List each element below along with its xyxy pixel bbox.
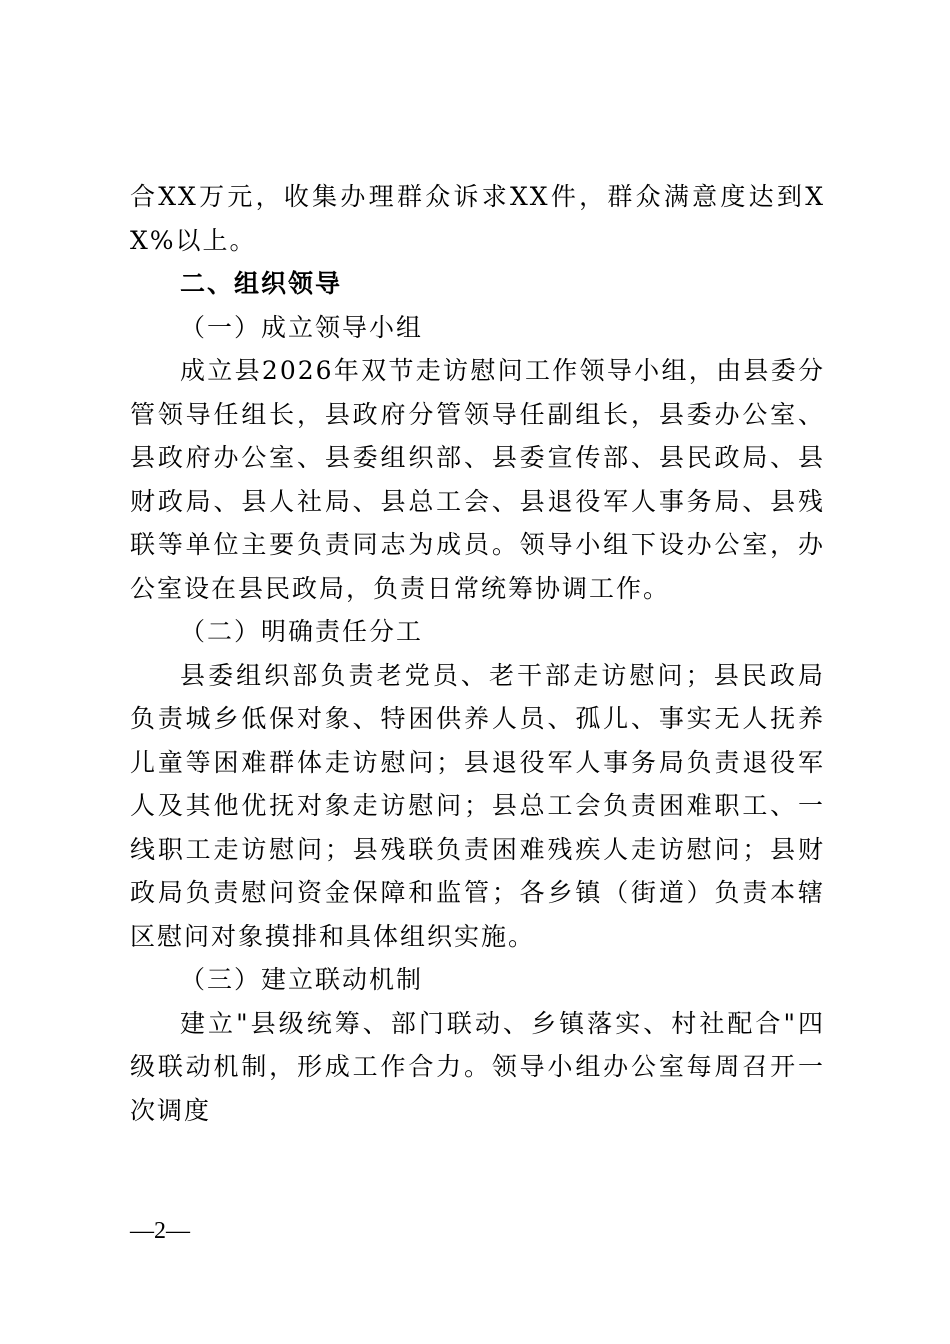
subheading-linkage-mechanism: （三）建立联动机制 [180, 965, 424, 994]
page-number: —2— [130, 1218, 190, 1244]
subheading-leading-group: （一）成立领导小组 [180, 312, 424, 342]
section-heading-organization: 二、组织领导 [180, 269, 343, 298]
paragraph-leading-group: 成立县2026年双节走访慰问工作领导小组，由县委分管领导任组长，县政府分管领导任副组长，县委办公室、县政府办公室、县委组织部、县委宣传部、县民政局、县财政局、县人社局、县总工会、县退役军人事务局、县残联等单位主要负责同志为成员。领导小组下设办公室，办公室设在县民政局，负责日常统筹协调工作。 [130, 356, 825, 603]
paragraph-continuation: 合XX万元，收集办理群众诉求XX件，群众满意度达到XX%以上。 [130, 182, 825, 255]
paragraph-responsibilities: 县委组织部负责老党员、老干部走访慰问；县民政局负责城乡低保对象、特困供养人员、孤儿、事实无人抚养儿童等困难群体走访慰问；县退役军人事务局负责退役军人及其他优抚对象走访慰问；县总工会负责困难职工、一线职工走访慰问；县残联负责困难残疾人走访慰问；县财政局负责慰问资金保障和监管；各乡镇（街道）负责本辖区慰问对象摸排和具体组织实施。 [130, 660, 825, 951]
document-body [130, 175, 825, 1132]
subheading-responsibilities: （二）明确责任分工 [180, 617, 424, 646]
paragraph-linkage-mechanism: 建立"县级统筹、部门联动、乡镇落实、村社配合"四级联动机制，形成工作合力。领导小组办公室每周召开一次调度 [130, 1008, 826, 1125]
